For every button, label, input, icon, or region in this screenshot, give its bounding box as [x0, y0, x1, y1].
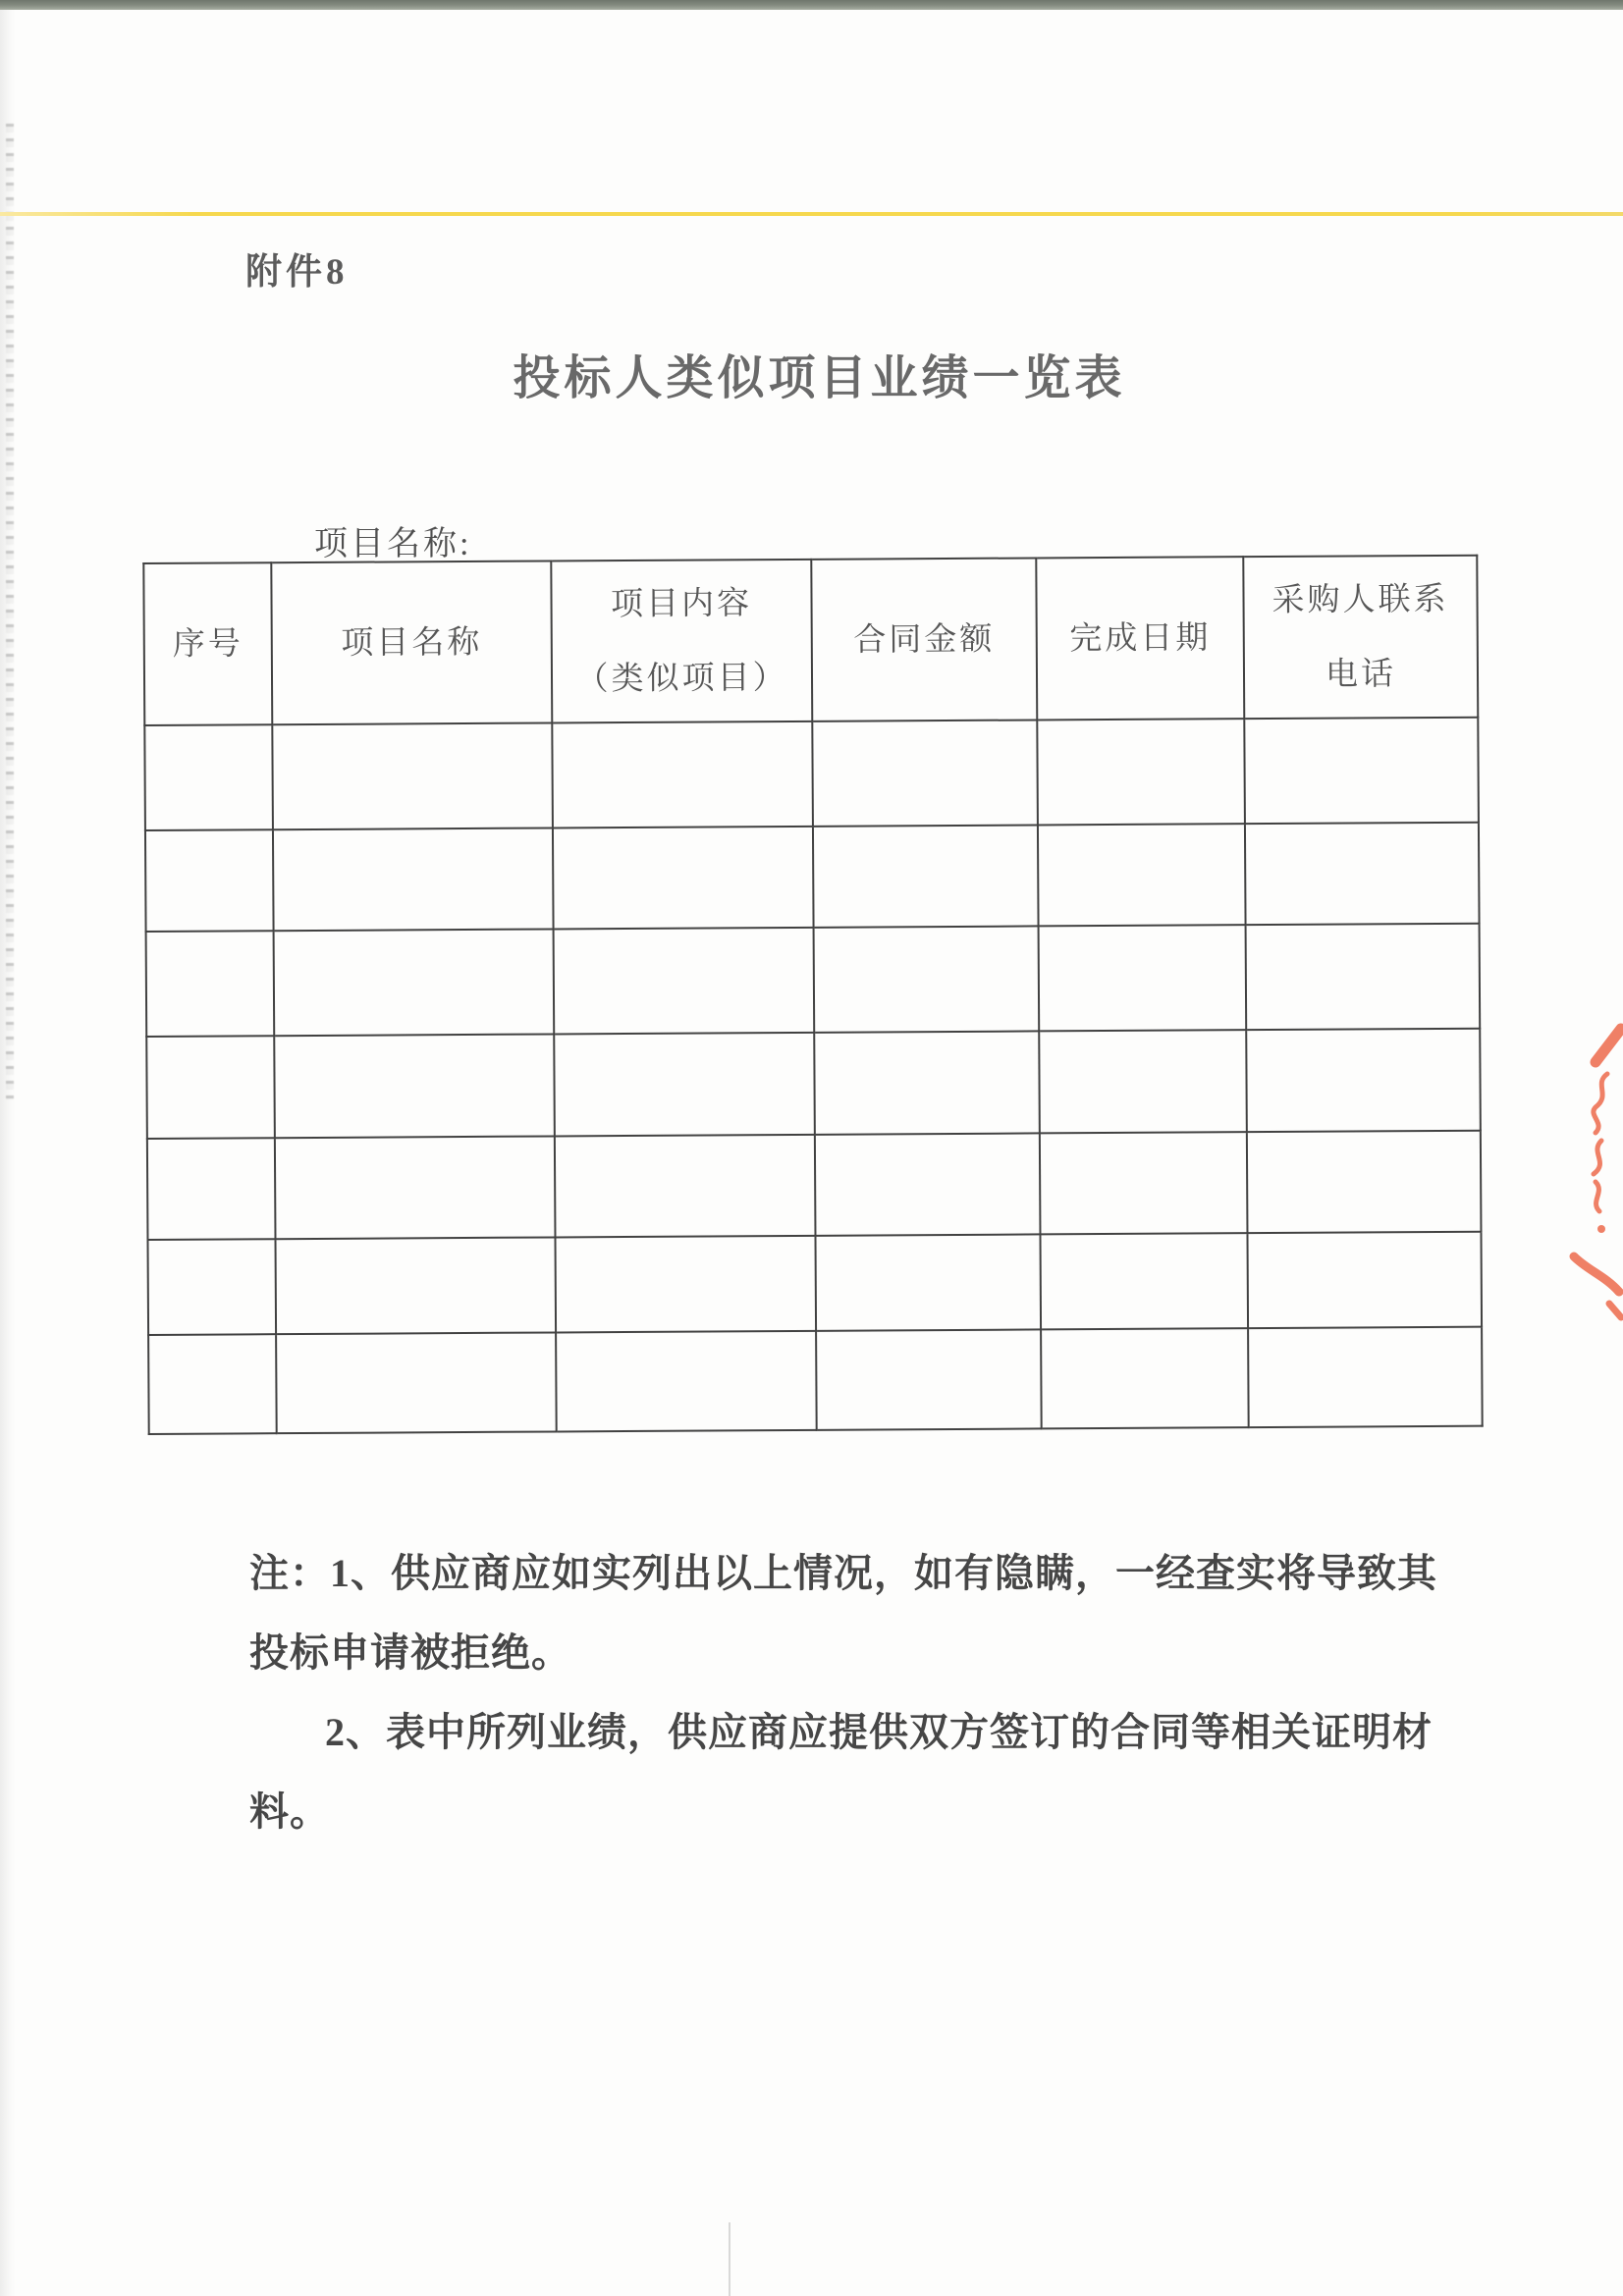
empty-cell — [1040, 1233, 1248, 1329]
table-row — [144, 718, 1479, 830]
performance-table — [142, 555, 1483, 1435]
empty-cell — [1246, 1029, 1481, 1132]
table-row — [147, 1131, 1482, 1240]
empty-cell — [552, 721, 813, 828]
empty-cell — [815, 1133, 1041, 1235]
table-row — [145, 823, 1480, 932]
empty-cell — [554, 1033, 815, 1137]
scan-top-edge-shadow — [0, 0, 1623, 10]
note-line-3: 2、表中所列业绩，供应商应提供双方签订的合同等相关证明材 — [325, 1710, 1433, 1754]
empty-cell — [148, 1334, 277, 1434]
empty-cell — [554, 928, 815, 1035]
empty-cell — [553, 827, 814, 930]
empty-cell — [276, 1332, 557, 1433]
empty-cell — [274, 929, 555, 1036]
empty-cell — [815, 1234, 1041, 1330]
empty-cell — [1039, 925, 1247, 1031]
empty-cell — [1247, 1232, 1482, 1328]
yellow-highlight-line — [0, 212, 1623, 216]
empty-cell — [556, 1331, 817, 1432]
attachment-number-label: 附件8 — [245, 252, 349, 293]
header-contract-amount: 合同金额 — [811, 558, 1037, 721]
document-title: 投标人类似项目业绩一览表 — [513, 352, 1126, 404]
empty-cell — [814, 926, 1040, 1032]
empty-cell — [1037, 719, 1245, 825]
empty-cell — [146, 931, 275, 1037]
empty-cell — [812, 720, 1038, 826]
scan-left-speckle-texture — [6, 118, 14, 1099]
header-completion-date: 完成日期 — [1036, 557, 1244, 720]
empty-cell — [1041, 1328, 1249, 1428]
empty-cell — [146, 1036, 275, 1139]
table-row — [148, 1327, 1483, 1434]
empty-cell — [1039, 1030, 1247, 1133]
table-row — [146, 1029, 1481, 1139]
empty-cell — [1038, 824, 1246, 926]
empty-cell — [1248, 1327, 1483, 1427]
empty-cell — [147, 1239, 276, 1335]
note-line-2: 投标申请被拒绝。 — [249, 1630, 571, 1675]
header-purchaser-phone: 采购人联系 电话 — [1243, 556, 1478, 719]
empty-cell — [272, 722, 553, 829]
empty-cell — [555, 1135, 816, 1238]
table-row — [146, 924, 1481, 1037]
empty-cell — [814, 1031, 1040, 1134]
header-project-content: 项目内容 （类似项目） — [551, 560, 812, 723]
empty-cell — [275, 1237, 556, 1334]
scan-bottom-fold-mark — [729, 2222, 730, 2296]
table-header-row — [143, 556, 1478, 725]
notes-block — [249, 1533, 1437, 1851]
empty-cell — [816, 1329, 1042, 1429]
red-ink-marks — [1566, 1013, 1623, 1329]
empty-cell — [1247, 1131, 1482, 1233]
empty-cell — [147, 1138, 276, 1240]
note-line-1: 注：1、供应商应如实列出以上情况，如有隐瞒，一经查实将导致其 — [249, 1551, 1437, 1595]
empty-cell — [1244, 718, 1479, 824]
empty-cell — [555, 1236, 816, 1333]
table-row — [147, 1232, 1482, 1335]
note-line-4: 料。 — [249, 1789, 330, 1834]
empty-cell — [813, 825, 1039, 927]
empty-cell — [145, 829, 274, 932]
empty-cell — [274, 1034, 555, 1138]
empty-cell — [1040, 1132, 1248, 1234]
empty-cell — [1245, 823, 1480, 925]
empty-cell — [1246, 924, 1481, 1030]
header-project-name: 项目名称 — [271, 561, 552, 724]
empty-cell — [273, 828, 554, 931]
header-serial-number: 序号 — [143, 562, 272, 725]
empty-cell — [144, 724, 273, 830]
project-name-label: 项目名称: — [314, 526, 472, 562]
empty-cell — [275, 1136, 556, 1239]
